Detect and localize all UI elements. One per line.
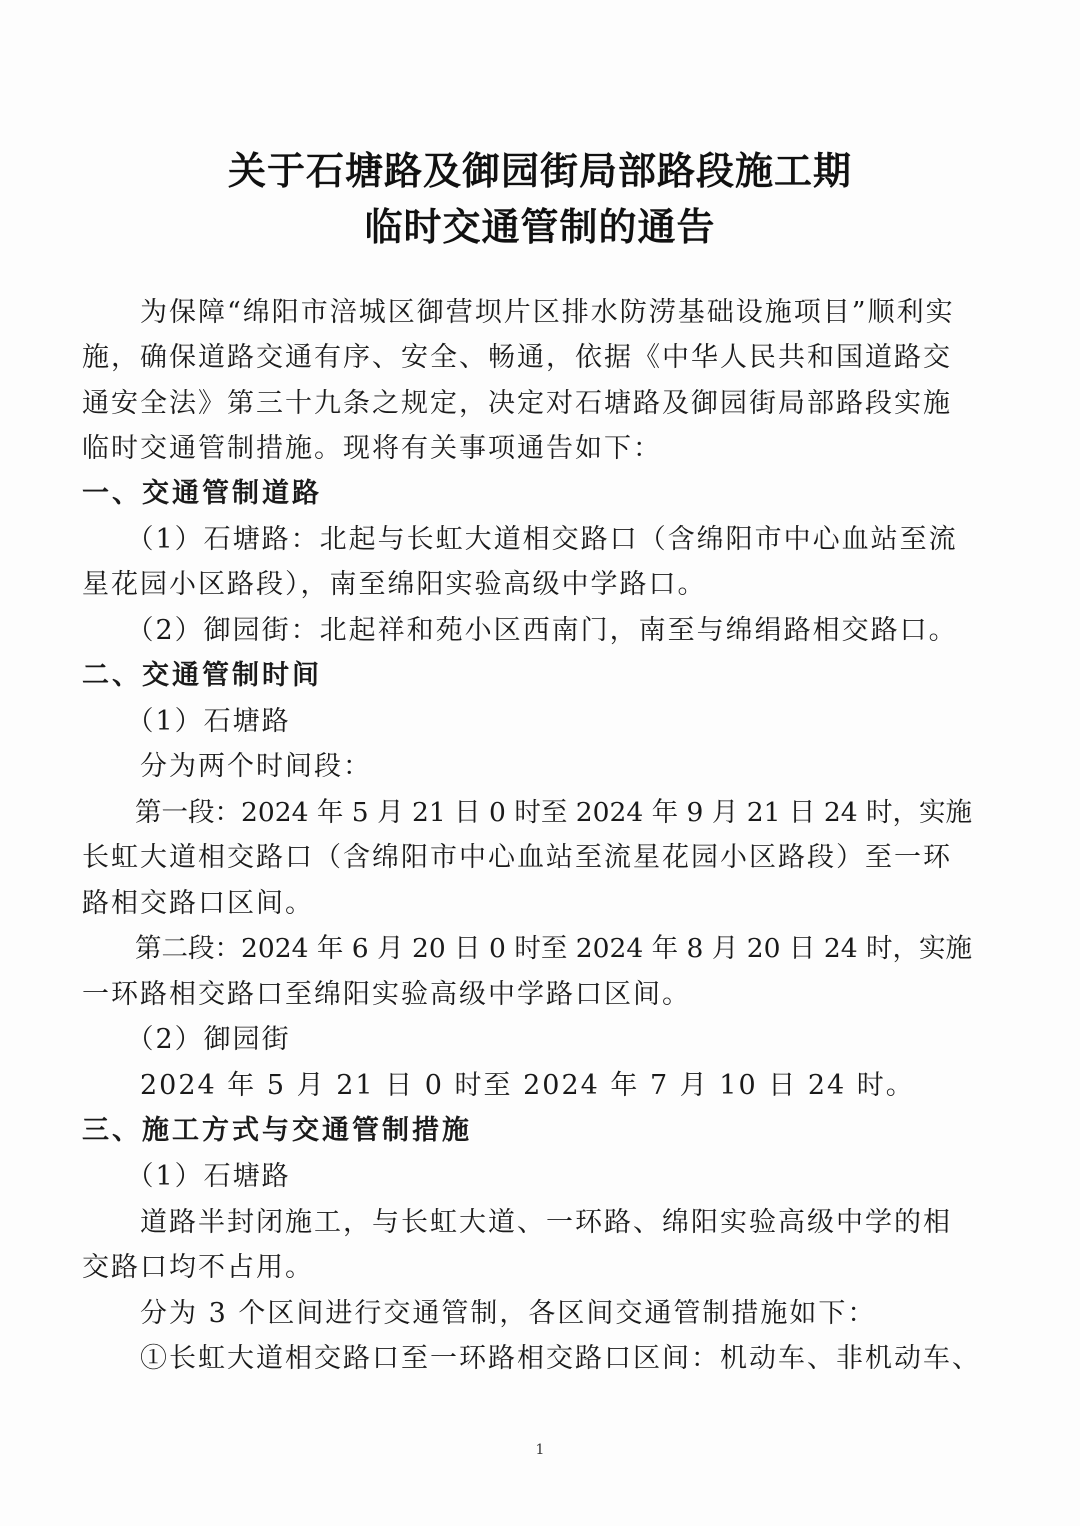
body-line: 交路口均不占用。 bbox=[82, 1252, 314, 1283]
body-line: 一环路相交路口至绵阳实验高级中学路口区间。 bbox=[82, 979, 691, 1010]
body-line: 分为 3 个区间进行交通管制，各区间交通管制措施如下： bbox=[82, 1298, 877, 1329]
body-line: ①长虹大道相交路口至一环路相交路口区间：机动车、非机动车、 bbox=[82, 1343, 981, 1374]
body-line: 分为两个时间段： bbox=[82, 751, 372, 782]
section-heading-3: 三、施工方式与交通管制措施 bbox=[82, 1115, 472, 1146]
page-number: 1 bbox=[535, 1442, 545, 1458]
section-heading-2: 二、交通管制时间 bbox=[82, 660, 322, 691]
body-line: 第二段：2024 年 6 月 20 日 0 时至 2024 年 8 月 20 日 24 时，实施 bbox=[82, 933, 972, 964]
document-title-line-1: 关于石塘路及御园街局部路段施工期 bbox=[227, 149, 852, 193]
body-line: （1）石塘路 bbox=[82, 706, 291, 737]
body-line: 临时交通管制措施。现将有关事项通告如下： bbox=[82, 433, 662, 464]
body-line: （1）石塘路：北起与长虹大道相交路口（含绵阳市中心血站至流 bbox=[82, 524, 958, 555]
body-line: 星花园小区路段），南至绵阳实验高级中学路口。 bbox=[82, 569, 707, 600]
body-line: 路相交路口区间。 bbox=[82, 888, 314, 919]
body-line: （2）御园街 bbox=[82, 1024, 291, 1055]
document-title-line-2: 临时交通管制的通告 bbox=[364, 205, 716, 249]
body-line: 长虹大道相交路口（含绵阳市中心血站至流星花园小区路段）至一环 bbox=[82, 842, 952, 873]
body-line: 2024 年 5 月 21 日 0 时至 2024 年 7 月 10 日 24 时。 bbox=[82, 1070, 915, 1101]
body-line: 为保障“绵阳市涪城区御营坝片区排水防涝基础设施项目”顺利实 bbox=[82, 297, 955, 328]
body-line: （1）石塘路 bbox=[82, 1161, 291, 1192]
section-heading-1: 一、交通管制道路 bbox=[82, 478, 322, 509]
body-line: 施，确保道路交通有序、安全、畅通，依据《中华人民共和国道路交 bbox=[82, 342, 952, 373]
body-line: 道路半封闭施工，与长虹大道、一环路、绵阳实验高级中学的相 bbox=[82, 1207, 952, 1238]
body-line: 第一段：2024 年 5 月 21 日 0 时至 2024 年 9 月 21 日 24 时，实施 bbox=[82, 797, 972, 828]
body-line: 通安全法》第三十九条之规定，决定对石塘路及御园街局部路段实施 bbox=[82, 388, 952, 419]
body-line: （2）御园街：北起祥和苑小区西南门，南至与绵绢路相交路口。 bbox=[82, 615, 958, 646]
